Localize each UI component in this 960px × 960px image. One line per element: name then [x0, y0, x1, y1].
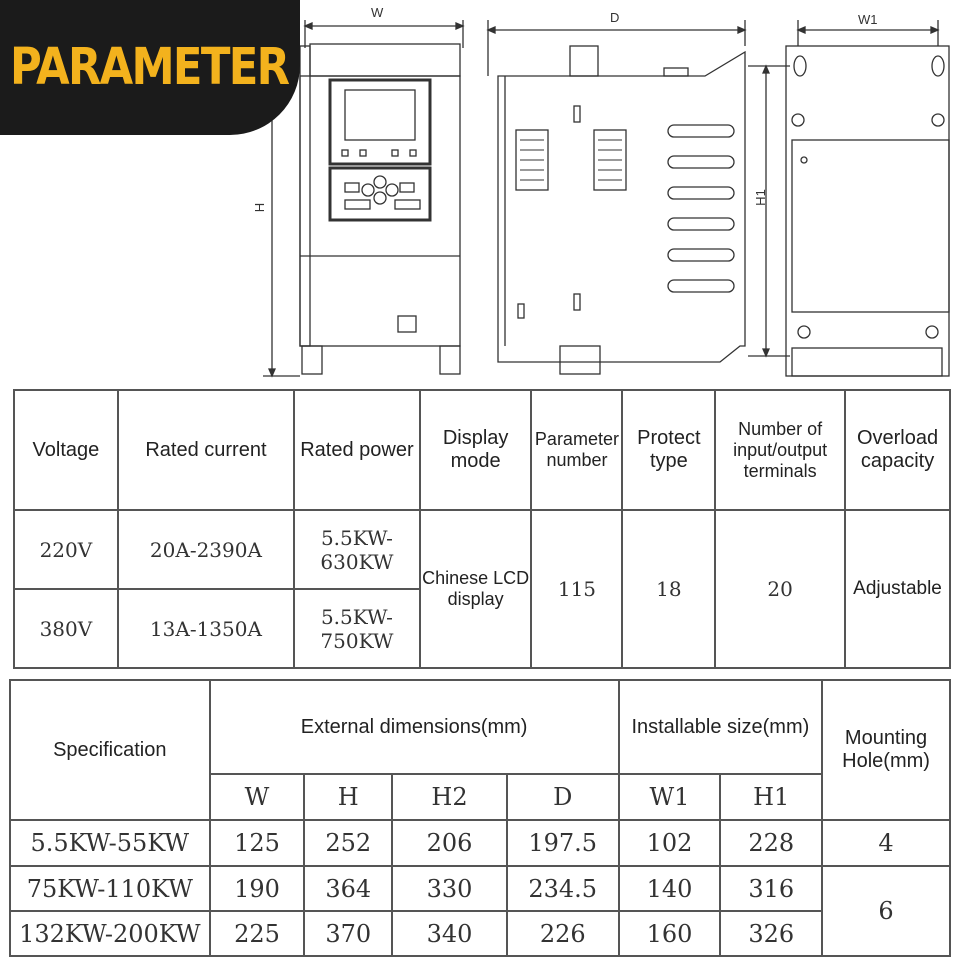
cell-spec: 132KW-200KW — [10, 911, 210, 956]
header-specification: Specification — [10, 680, 210, 820]
subheader-w: W — [210, 774, 305, 820]
cell-voltage: 380V — [14, 589, 118, 668]
dim-label-w: W — [371, 5, 384, 20]
cell-h2: 340 — [392, 911, 507, 956]
cell-voltage: 220V — [14, 510, 118, 589]
cell-w1: 140 — [619, 866, 721, 911]
dim-label-d: D — [610, 10, 620, 25]
cell-protect-type: 18 — [622, 510, 715, 668]
cell-hole-merged: 6 — [822, 866, 950, 956]
cell-hole: 4 — [822, 820, 950, 866]
header-external-dimensions: External dimensions(mm) — [210, 680, 619, 774]
subheader-h: H — [304, 774, 392, 820]
cell-display-mode: Chinese LCD display — [420, 510, 532, 668]
cell-d: 197.5 — [507, 820, 619, 866]
dim-label-h1: H1 — [752, 189, 768, 206]
header-overload: Overload capacity — [845, 390, 950, 510]
cell-w: 190 — [210, 866, 305, 911]
cell-h: 252 — [304, 820, 392, 866]
header-protect-type: Protect type — [622, 390, 715, 510]
cell-w1: 160 — [619, 911, 721, 956]
dim-label-h: H — [252, 202, 268, 213]
cell-h: 364 — [304, 866, 392, 911]
dimension-table — [9, 679, 951, 957]
subheader-h2: H2 — [392, 774, 507, 820]
cell-d: 226 — [507, 911, 619, 956]
header-terminals: Number of input/output terminals — [715, 390, 845, 510]
header-rated-current: Rated current — [118, 390, 294, 510]
cell-d: 234.5 — [507, 866, 619, 911]
cell-power: 5.5KW-750KW — [294, 589, 420, 668]
cell-h1: 228 — [720, 820, 822, 866]
header-rated-power: Rated power — [294, 390, 420, 510]
cell-current: 20A-2390A — [118, 510, 294, 589]
header-installable-size: Installable size(mm) — [619, 680, 822, 774]
cell-h2: 330 — [392, 866, 507, 911]
cell-terminals: 20 — [715, 510, 845, 668]
header-mounting-hole: Mounting Hole(mm) — [822, 680, 950, 820]
header-parameter-number: Parameter number — [531, 390, 622, 510]
cell-spec: 75KW-110KW — [10, 866, 210, 911]
dim-label-w1: W1 — [858, 12, 878, 27]
cell-h1: 326 — [720, 911, 822, 956]
subheader-w1: W1 — [619, 774, 721, 820]
cell-w1: 102 — [619, 820, 721, 866]
cell-h1: 316 — [720, 866, 822, 911]
badge-title: PARAMETER — [10, 38, 289, 97]
spec-table — [13, 389, 951, 669]
cell-w: 225 — [210, 911, 305, 956]
cell-w: 125 — [210, 820, 305, 866]
parameter-badge — [0, 0, 300, 135]
cell-h2: 206 — [392, 820, 507, 866]
cell-spec: 5.5KW-55KW — [10, 820, 210, 866]
cell-parameter-number: 115 — [531, 510, 622, 668]
cell-h: 370 — [304, 911, 392, 956]
subheader-h1: H1 — [720, 774, 822, 820]
header-voltage: Voltage — [14, 390, 118, 510]
cell-current: 13A-1350A — [118, 589, 294, 668]
cell-power: 5.5KW-630KW — [294, 510, 420, 589]
header-display-mode: Display mode — [420, 390, 532, 510]
cell-overload: Adjustable — [845, 510, 950, 668]
subheader-d: D — [507, 774, 619, 820]
